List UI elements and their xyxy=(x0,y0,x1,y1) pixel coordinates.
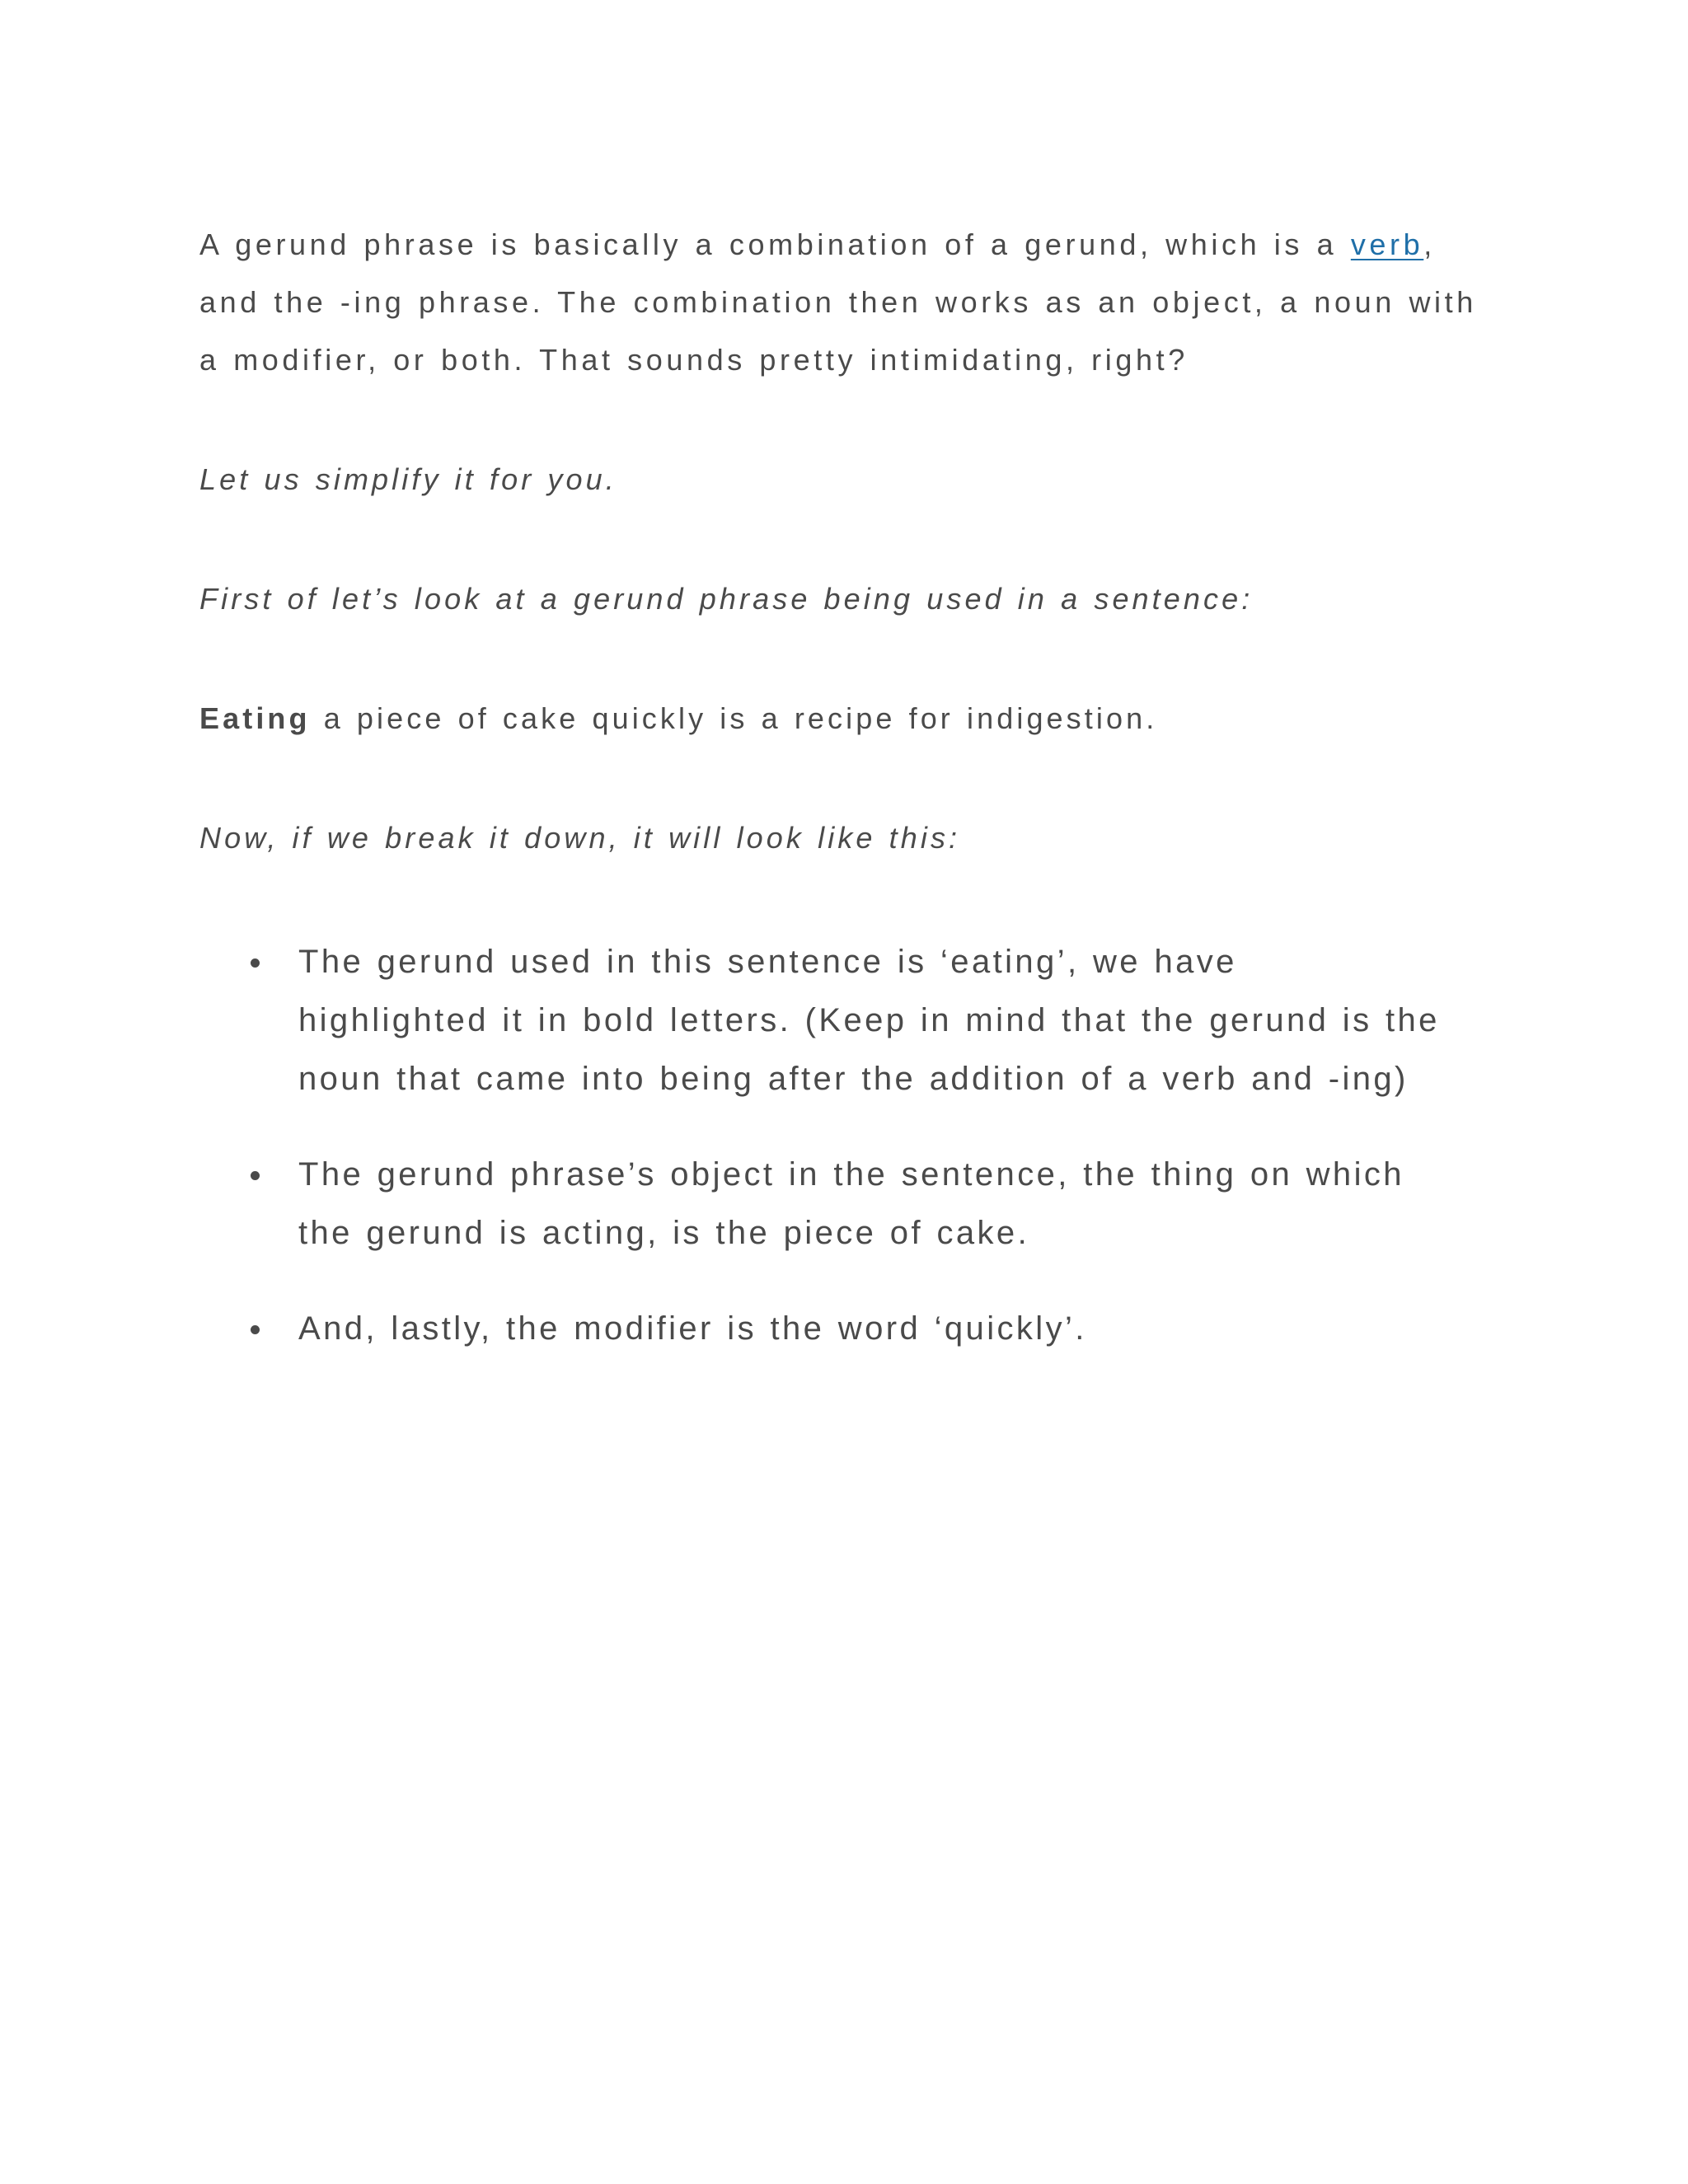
intro-paragraph xyxy=(199,216,1490,389)
example-sentence-rest: a piece of cake quickly is a recipe for indigestion. xyxy=(310,701,1158,735)
document-body xyxy=(199,216,1490,1395)
verb-link[interactable]: verb xyxy=(1350,227,1424,261)
bullet-icon xyxy=(251,1171,260,1180)
breakdown-list xyxy=(199,933,1490,1358)
first-look-paragraph: First of let’s look at a gerund phrase being used in a sentence: xyxy=(199,582,1254,616)
bullet-icon xyxy=(251,958,260,968)
list-item-text: The gerund used in this sentence is ‘eating’, we have highlighted it in bold letters. (Keep in mind that the gerund is the noun that came into being after the addition of a verb and -ing) xyxy=(298,944,1440,1097)
list-item-text: The gerund phrase’s object in the sentence, the thing on which the gerund is acting, is the piece of cake. xyxy=(298,1156,1404,1251)
intro-text-after: , and the -ing phrase. The combination then works as an object, a noun with a modifier, or both. That sounds pretty intimidating, right? xyxy=(199,227,1477,377)
list-item xyxy=(199,1146,1490,1263)
break-down-paragraph: Now, if we break it down, it will look like this: xyxy=(199,821,961,855)
intro-text-before: A gerund phrase is basically a combination of a gerund, which is a xyxy=(199,227,1351,261)
list-item-text: And, lastly, the modifier is the word ‘quickly’. xyxy=(298,1310,1087,1347)
example-sentence xyxy=(199,690,1490,748)
gerund-bold-word: Eating xyxy=(199,701,311,735)
bullet-icon xyxy=(251,1325,260,1334)
simplify-paragraph: Let us simplify it for you. xyxy=(199,462,617,496)
list-item xyxy=(199,1300,1490,1358)
list-item xyxy=(199,933,1490,1108)
